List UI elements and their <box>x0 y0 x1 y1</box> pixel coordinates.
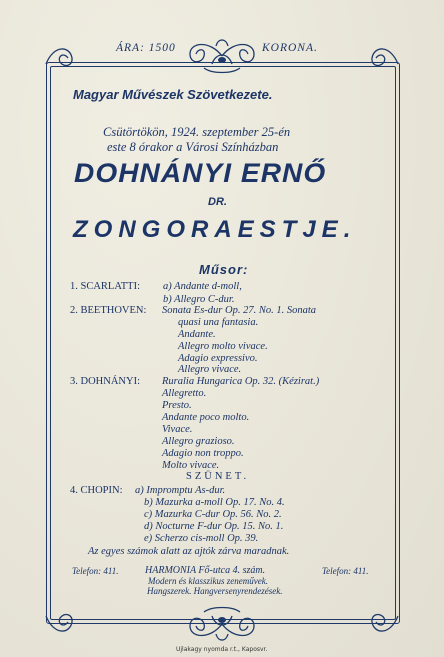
program-chopin-item: d) Nocturne F-dur Op. 15. No. 1. <box>144 521 284 532</box>
date-line: Csütörtökön, 1924. szeptember 25-én <box>103 125 291 139</box>
program-dohnanyi-title: Ruralia Hungarica Op. 32. (Kézirat.) <box>162 376 320 387</box>
price-label: ÁRA: 1500 <box>116 42 176 54</box>
bottom-flourish-ornament <box>40 600 404 646</box>
door-notice: Az egyes számok alatt az ajtók zárva maradnak. <box>88 546 290 557</box>
footer-shop-services: Hangszerek. Hangversenyrendezések. <box>147 586 283 596</box>
performer-title: DR. <box>208 196 227 208</box>
program-beethoven-movement: Allegro vivace. <box>178 364 242 375</box>
top-flourish-ornament <box>40 34 404 80</box>
time-venue-line: este 8 órakor a Városi Színházban <box>107 140 279 154</box>
footer-shop-name: HARMONIA Fő-utca 4. szám. <box>145 565 266 576</box>
program-dohnanyi-movement: Presto. <box>162 400 192 411</box>
program-beethoven-movement: Andante. <box>178 329 216 340</box>
program-dohnanyi-movement: Allegretto. <box>162 388 207 399</box>
program-dohnanyi-label: 3. DOHNÁNYI: <box>70 376 140 387</box>
event-title: ZONGORAESTJE. <box>73 216 357 243</box>
program-chopin-item: e) Scherzo cis-moll Op. 39. <box>144 533 259 544</box>
program-beethoven-movement: Allegro molto vivace. <box>178 341 268 352</box>
program-beethoven-title: Sonata Es-dur Op. 27. No. 1. Sonata <box>162 305 317 316</box>
program-heading: Műsor: <box>199 262 249 277</box>
program-scarlatti-label: 1. SCARLATTI: <box>70 281 141 292</box>
program-dohnanyi-movement: Vivace. <box>162 424 193 435</box>
program-chopin-label: 4. CHOPIN: <box>70 485 123 496</box>
program-scarlatti-a: a) Andante d-moll, <box>163 281 242 292</box>
intermission-label: SZÜNET. <box>186 471 250 482</box>
footer-shop-tagline: Modern és klasszikus zeneművek. <box>148 576 268 586</box>
program-beethoven-movement: Adagio expressivo. <box>178 353 258 364</box>
program-dohnanyi-movement: Andante poco molto. <box>162 412 250 423</box>
program-scarlatti-b: b) Allegro C-dur. <box>163 294 235 305</box>
program-dohnanyi-movement: Adagio non troppo. <box>162 448 244 459</box>
performer-name: DOHNÁNYI ERNŐ <box>74 158 327 188</box>
footer-phone-left: Telefon: 411. <box>72 566 119 576</box>
currency-label: KORONA. <box>262 42 318 54</box>
program-chopin-item: a) Impromptu As-dur. <box>135 485 226 496</box>
printer-imprint: Ujlakagy nyomda r.t., Kaposvr. <box>176 646 268 653</box>
program-chopin-item: b) Mazurka a-moll Op. 17. No. 4. <box>144 497 285 508</box>
program-dohnanyi-movement: Allegro grazioso. <box>162 436 235 447</box>
organizer-heading: Magyar Művészek Szövetkezete. <box>73 87 273 102</box>
program-chopin-item: c) Mazurka C-dur Op. 56. No. 2. <box>144 509 282 520</box>
footer-phone-right: Telefon: 411. <box>322 566 369 576</box>
program-beethoven-label: 2. BEETHOVEN: <box>70 305 147 316</box>
program-dohnanyi-movement: Molto vivace. <box>162 460 220 471</box>
program-beethoven-subtitle: quasi una fantasia. <box>178 317 259 328</box>
